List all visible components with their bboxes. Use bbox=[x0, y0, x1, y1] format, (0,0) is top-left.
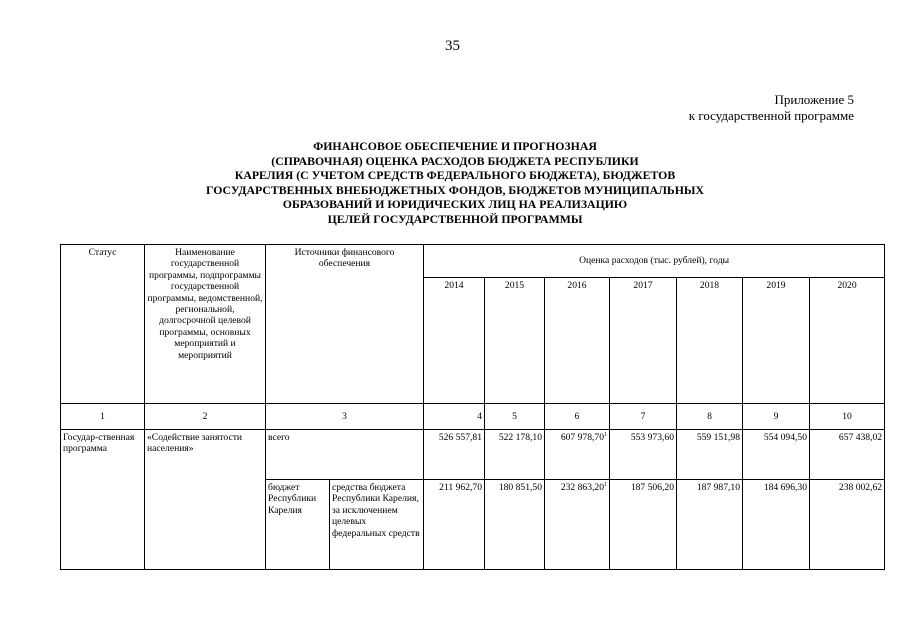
appendix-line-1: Приложение 5 bbox=[774, 92, 854, 107]
page-number: 35 bbox=[445, 38, 460, 54]
header-status: Статус bbox=[61, 245, 145, 404]
year-header: 2014 bbox=[424, 278, 485, 404]
year-header: 2018 bbox=[677, 278, 743, 404]
column-number: 10 bbox=[810, 404, 885, 430]
column-number: 2 bbox=[145, 404, 266, 430]
row-source-detail: средства бюджета Республики Карелия, за исключением целевых федеральных средств bbox=[330, 480, 424, 570]
year-header: 2016 bbox=[545, 278, 610, 404]
title-line: ОБРАЗОВАНИЙ И ЮРИДИЧЕСКИХ ЛИЦ НА РЕАЛИЗАЦИЮ bbox=[282, 197, 628, 212]
title-line: ФИНАНСОВОЕ ОБЕСПЕЧЕНИЕ И ПРОГНОЗНАЯ bbox=[313, 139, 597, 153]
document-title bbox=[60, 139, 850, 227]
column-number: 9 bbox=[743, 404, 810, 430]
column-number: 5 bbox=[485, 404, 545, 430]
column-number: 7 bbox=[610, 404, 677, 430]
value-cell bbox=[545, 480, 610, 570]
row-program-name: «Содействие занятости населения» bbox=[145, 430, 266, 570]
column-number: 4 bbox=[424, 404, 485, 430]
header-sources: Источники финансового обеспечения bbox=[266, 245, 424, 404]
year-header: 2020 bbox=[810, 278, 885, 404]
column-number: 6 bbox=[545, 404, 610, 430]
year-header: 2017 bbox=[610, 278, 677, 404]
year-header: 2019 bbox=[743, 278, 810, 404]
column-number-row bbox=[61, 404, 885, 430]
footnote-marker: 1 bbox=[604, 431, 607, 438]
appendix-note bbox=[689, 92, 854, 124]
value-cell: 184 696,30 bbox=[743, 480, 810, 570]
header-name: Наименование государственной программы, подпрограммы государственной программы, ведомственной, региональной, долгосрочной целевой программы, основных мероприятий и мероприятий bbox=[145, 245, 266, 404]
header-row bbox=[61, 245, 885, 278]
column-number: 1 bbox=[61, 404, 145, 430]
footnote-marker: 1 bbox=[604, 481, 607, 488]
value-cell: 554 094,50 bbox=[743, 430, 810, 480]
value-cell: 187 987,10 bbox=[677, 480, 743, 570]
value-text: 607 978,70 bbox=[560, 432, 604, 443]
title-line: (СПРАВОЧНАЯ) ОЦЕНКА РАСХОДОВ БЮДЖЕТА РЕСПУБЛИКИ bbox=[271, 153, 639, 168]
year-header: 2015 bbox=[485, 278, 545, 404]
row-status: Государ-ственная программа bbox=[61, 430, 145, 570]
value-cell: 559 151,98 bbox=[677, 430, 743, 480]
title-line: ГОСУДАРСТВЕННЫХ ВНЕБЮДЖЕТНЫХ ФОНДОВ, БЮДЖЕТОВ МУНИЦИПАЛЬНЫХ bbox=[205, 182, 705, 197]
column-number: 3 bbox=[266, 404, 424, 430]
row-source-group: бюджет Республики Карелия bbox=[266, 480, 330, 570]
value-cell bbox=[545, 430, 610, 480]
budget-table bbox=[60, 244, 885, 570]
value-cell: 522 178,10 bbox=[485, 430, 545, 480]
value-text: 232 863,20 bbox=[560, 482, 604, 493]
value-cell: 553 973,60 bbox=[610, 430, 677, 480]
title-line: ЦЕЛЕЙ ГОСУДАРСТВЕННОЙ ПРОГРАММЫ bbox=[327, 211, 583, 226]
row-source-total: всего bbox=[266, 430, 424, 480]
appendix-line-2: к государственной программе bbox=[688, 108, 854, 123]
value-cell: 238 002,62 bbox=[810, 480, 885, 570]
header-estimate: Оценка расходов (тыс. рублей), годы bbox=[424, 245, 885, 278]
value-cell: 211 962,70 bbox=[424, 480, 485, 570]
column-number: 8 bbox=[677, 404, 743, 430]
table-row bbox=[61, 430, 885, 480]
value-cell: 657 438,02 bbox=[810, 430, 885, 480]
value-cell: 180 851,50 bbox=[485, 480, 545, 570]
value-cell: 187 506,20 bbox=[610, 480, 677, 570]
value-cell: 526 557,81 bbox=[424, 430, 485, 480]
title-line: КАРЕЛИЯ (С УЧЕТОМ СРЕДСТВ ФЕДЕРАЛЬНОГО БЮДЖЕТА), БЮДЖЕТОВ bbox=[234, 168, 676, 183]
